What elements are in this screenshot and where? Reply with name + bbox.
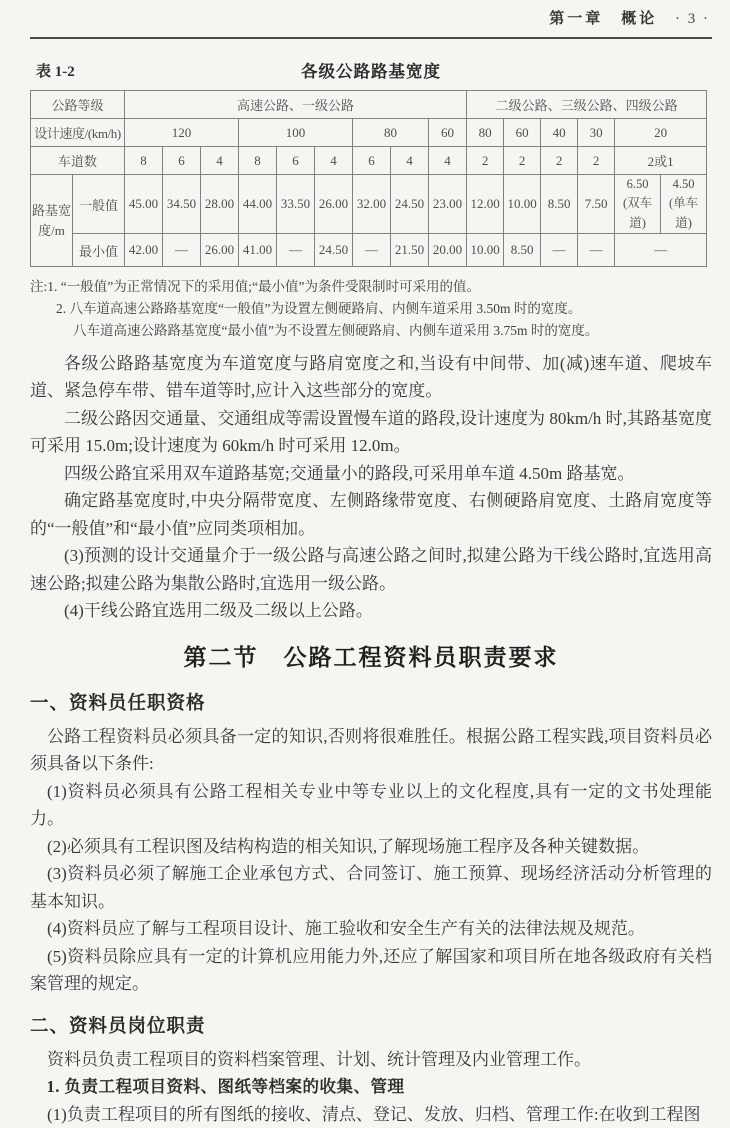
- paragraph: 确定路基宽度时,中央分隔带宽度、左侧路缘带宽度、右侧硬路肩宽度、土路肩宽度等的“一般值”和“最小值”应同类项相加。: [30, 491, 712, 538]
- paragraph: (3)资料员必须了解施工企业承包方式、合同签订、施工预算、现场经济活动分析管理的基本知识。: [30, 864, 712, 911]
- table-cell: —: [578, 234, 615, 267]
- table-cell: 最小值: [73, 234, 125, 267]
- table-cell: 2: [578, 147, 615, 175]
- table-cell: 42.00: [125, 234, 163, 267]
- table-cell: 20: [615, 119, 707, 147]
- table-row-grade: [31, 91, 707, 119]
- table-cell: —: [163, 234, 201, 267]
- dual-lane-value: 6.50: [626, 177, 649, 191]
- table-cell: 8: [125, 147, 163, 175]
- table-cell: 24.50: [315, 234, 353, 267]
- paragraph: 各级公路路基宽度为车道宽度与路肩宽度之和,当设有中间带、加(减)速车道、爬坡车道、紧急停车带、错车道等时,应计入这些部分的宽度。: [30, 353, 712, 401]
- section-heading: 第二节 公路工程资料员职责要求: [183, 644, 559, 670]
- subsection-heading-duties: 二、资料员岗位职责: [30, 1014, 206, 1036]
- body-text: [30, 350, 712, 625]
- paragraph: (3)预测的设计交通量介于一级公路与高速公路之间时,拟建公路为干线公路时,宜选用高速公路;拟建公路为集散公路时,宜选用一级公路。: [30, 546, 712, 593]
- table-cell-dual-lane: [615, 175, 661, 234]
- table-caption: [30, 58, 712, 82]
- note-line: 注:1. “一般值”为正常情况下的采用值;“最小值”为条件受限制时可采用的值。: [30, 279, 480, 295]
- table-cell: 34.50: [163, 175, 201, 234]
- table-row-lanes: [31, 147, 707, 175]
- table-cell: 4: [391, 147, 429, 175]
- paragraph: 二级公路因交通量、交通组成等需设置慢车道的路段,设计速度为 80km/h 时,其路基宽度可采用 15.0m;设计速度为 60km/h 时可采用 12.0m。: [30, 408, 712, 456]
- paragraph: (1)资料员必须具有公路工程相关专业中等专业以上的文化程度,具有一定的文书处理能力。: [30, 781, 712, 829]
- table-cell: 8: [239, 147, 277, 175]
- table-cell: 4: [429, 147, 467, 175]
- table-cell: 设计速度/(km/h): [31, 119, 125, 147]
- table-cell: 33.50: [277, 175, 315, 234]
- paragraph: (2)必须具有工程识图及结构构造的相关知识,了解现场施工程序及各种关键数据。: [47, 836, 650, 856]
- table-cell: 26.00: [201, 234, 239, 267]
- table-row-speed: [31, 119, 707, 147]
- table-cell: 32.00: [353, 175, 391, 234]
- subsection-heading-qualifications: 一、资料员任职资格: [30, 691, 206, 713]
- table-cell: 二级公路、三级公路、四级公路: [467, 91, 707, 119]
- table-cell: 60: [429, 119, 467, 147]
- table-cell-roadbed-width-label: 路基宽度/m: [31, 175, 73, 267]
- table-cell: 2: [541, 147, 578, 175]
- table-cell: 100: [239, 119, 353, 147]
- table-cell: 2: [504, 147, 541, 175]
- table-cell: 高速公路、一级公路: [125, 91, 467, 119]
- paragraph: (1)负责工程项目的所有图纸的接收、清点、登记、发放、归档、管理工作:在收到工程图: [47, 1104, 701, 1124]
- table-notes: [30, 276, 712, 342]
- table-cell: 6: [163, 147, 201, 175]
- table-cell: —: [277, 234, 315, 267]
- table-cell: 6: [277, 147, 315, 175]
- note-line: 2. 八车道高速公路路基宽度“一般值”为设置左侧硬路肩、内侧车道采用 3.50m 时的宽度。: [56, 300, 582, 316]
- duty-item-title: 1. 负责工程项目资料、图纸等档案的收集、管理: [46, 1077, 405, 1097]
- table-cell: 4: [201, 147, 239, 175]
- table-cell: 10.00: [504, 175, 541, 234]
- table-cell: 公路等级: [31, 91, 125, 119]
- header-rule: [30, 37, 712, 39]
- single-lane-note: (单车道): [669, 196, 699, 230]
- roadbed-width-table: [30, 90, 707, 267]
- page-header: [30, 8, 712, 39]
- paragraph: 资料员负责工程项目的资料档案管理、计划、统计管理及内业管理工作。: [47, 1049, 591, 1069]
- table-cell: 28.00: [201, 175, 239, 234]
- table-cell: 23.00: [429, 175, 467, 234]
- paragraph: (4)资料员应了解与工程项目设计、施工验收和安全生产有关的法律法规及规范。: [47, 919, 645, 939]
- chapter-title: 第一章 概论: [549, 10, 658, 27]
- single-lane-value: 4.50: [672, 177, 695, 191]
- paragraph: (5)资料员除应具有一定的计算机应用能力外,还应了解国家和项目所在地各级政府有关档案管理的规定。: [30, 946, 712, 994]
- table-cell: 120: [125, 119, 239, 147]
- note-line: 八车道高速公路路基宽度“最小值”为不设置左侧硬路肩、内侧车道采用 3.75m 时的宽度。: [73, 322, 599, 338]
- table-cell: 24.50: [391, 175, 429, 234]
- table-cell: 6: [353, 147, 391, 175]
- table-cell: 45.00: [125, 175, 163, 234]
- table-cell: 44.00: [239, 175, 277, 234]
- page-number: · 3 ·: [675, 11, 710, 27]
- table-cell: 车道数: [31, 147, 125, 175]
- table-cell: 41.00: [239, 234, 277, 267]
- paragraph: (4)干线公路宜选用二级及二级以上公路。: [64, 601, 373, 621]
- dual-lane-note: (双车道): [622, 196, 653, 230]
- table-cell: 4: [315, 147, 353, 175]
- table-cell: 60: [504, 119, 541, 147]
- table-label: 表 1-2: [36, 64, 75, 80]
- table-cell: 21.50: [391, 234, 429, 267]
- table-cell-single-lane: [661, 175, 707, 234]
- table-cell: 26.00: [315, 175, 353, 234]
- table-cell: 8.50: [504, 234, 541, 267]
- paragraph: 公路工程资料员必须具备一定的知识,否则将很难胜任。根据公路工程实践,项目资料员必须具备以下条件:: [30, 726, 712, 774]
- table-row-general: [31, 175, 707, 234]
- table-row-minimum: [31, 234, 707, 267]
- table-cell: 30: [578, 119, 615, 147]
- table-cell: 2: [467, 147, 504, 175]
- table-cell: 20.00: [429, 234, 467, 267]
- table-cell: 8.50: [541, 175, 578, 234]
- table-cell: —: [541, 234, 578, 267]
- table-title: 各级公路路基宽度: [301, 62, 441, 81]
- table-cell: 80: [353, 119, 429, 147]
- table-cell: 80: [467, 119, 504, 147]
- table-cell: —: [615, 234, 707, 267]
- paragraph: 四级公路宜采用双车道路基宽;交通量小的路段,可采用单车道 4.50m 路基宽。: [64, 463, 635, 483]
- table-cell: 12.00: [467, 175, 504, 234]
- table-cell: 40: [541, 119, 578, 147]
- table-cell: 10.00: [467, 234, 504, 267]
- table-cell: 7.50: [578, 175, 615, 234]
- table-cell: —: [353, 234, 391, 267]
- table-cell: 2或1: [615, 147, 707, 175]
- table-cell: 一般值: [73, 175, 125, 234]
